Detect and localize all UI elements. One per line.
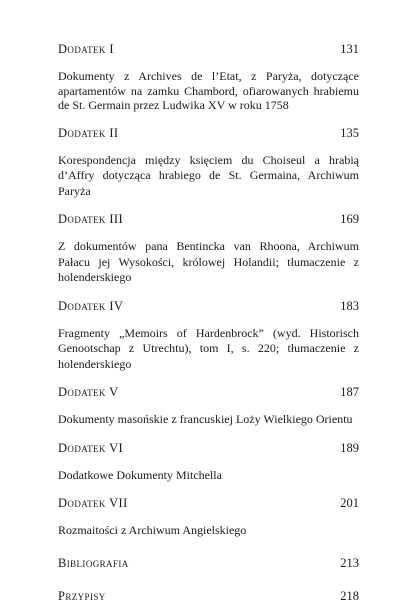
toc-heading: Dodatek V bbox=[58, 385, 119, 399]
toc-entry-dodatek-4[interactable] bbox=[58, 299, 359, 314]
toc-page-number: 201 bbox=[340, 496, 359, 510]
toc-entry-dodatek-7[interactable] bbox=[58, 496, 359, 511]
toc-entry-bibliografia[interactable] bbox=[58, 556, 359, 571]
toc-entry-przypisy[interactable] bbox=[58, 589, 359, 604]
toc-description: Korespondencja między księciem du Choiseul a hrabią d’Affry dotycząca hrabiego de St. Germaina, Archiwum Paryża bbox=[58, 152, 359, 198]
toc-heading: Przypisy bbox=[58, 588, 106, 603]
toc-entry-dodatek-3[interactable] bbox=[58, 212, 359, 227]
toc-description: Dokumenty masońskie z francuskiej Loży Wielkiego Orientu bbox=[58, 412, 353, 426]
toc-page-number: 131 bbox=[340, 42, 359, 56]
toc-description: Z dokumentów pana Bentincka van Rhoona, Archiwum Pałacu jej Wysokości, królowej Holandii; tłumaczenie z holenderskiego bbox=[58, 239, 359, 284]
toc-page-number: 187 bbox=[340, 385, 359, 399]
toc-description: Dokumenty z Archives de l’Etat, z Paryża, dotyczące apartamentów na zamku Chambord, ofiarowanych hrabiemu de St. Germain przez Ludwika XV w roku 1758 bbox=[58, 69, 359, 112]
toc-page-number: 218 bbox=[340, 588, 359, 603]
table-of-contents bbox=[58, 42, 359, 604]
toc-entry-dodatek-2[interactable] bbox=[58, 126, 359, 141]
toc-description: Dodatkowe Dokumenty Mitchella bbox=[58, 467, 222, 482]
toc-heading: Dodatek II bbox=[58, 125, 119, 140]
toc-entry-dodatek-6[interactable] bbox=[58, 441, 359, 456]
toc-description: Rozmaitości z Archiwum Angielskiego bbox=[58, 523, 247, 537]
toc-page-number: 213 bbox=[340, 555, 359, 570]
toc-page-number: 183 bbox=[340, 298, 359, 313]
toc-heading: Dodatek VII bbox=[58, 496, 128, 510]
toc-heading: Dodatek IV bbox=[58, 298, 124, 313]
toc-heading: Dodatek VI bbox=[58, 440, 124, 455]
toc-page-number: 135 bbox=[340, 125, 359, 140]
toc-entry-dodatek-1[interactable] bbox=[58, 42, 359, 57]
toc-heading: Dodatek III bbox=[58, 212, 124, 226]
toc-page-number: 169 bbox=[340, 212, 359, 226]
toc-entry-dodatek-5[interactable] bbox=[58, 385, 359, 400]
toc-description: Fragmenty „Memoirs of Hardenbrock” (wyd. Historisch Genootschap z Utrechtu), tom I, s. 220; tłumaczenie z holenderskiego bbox=[58, 325, 359, 371]
toc-heading: Dodatek I bbox=[58, 42, 114, 56]
toc-heading: Bibliografia bbox=[58, 555, 129, 570]
toc-page-number: 189 bbox=[340, 440, 359, 455]
